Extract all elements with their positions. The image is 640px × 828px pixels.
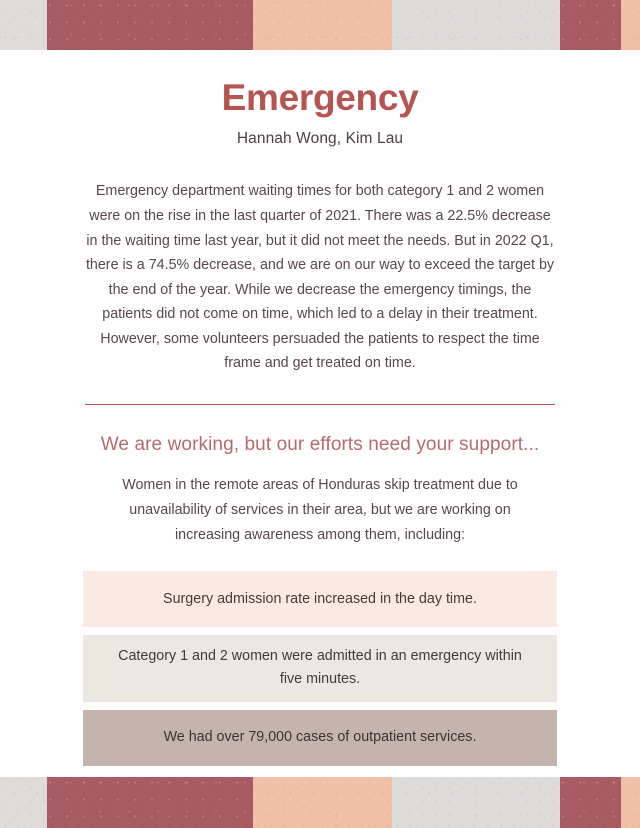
callout-item: Surgery admission rate increased in the day time.: [83, 571, 557, 627]
band-peach: [253, 0, 392, 50]
band-light-gray-left: [0, 0, 47, 50]
band-rose-wide: [47, 0, 253, 50]
author-byline: Hannah Wong, Kim Lau: [236, 130, 404, 148]
callout-item: Category 1 and 2 women were admitted in an emergency within five minutes.: [83, 635, 557, 701]
band-light-gray-left: [0, 777, 47, 828]
section-heading: We are working, but our efforts need your support...: [100, 434, 540, 456]
bottom-decorative-banner: [0, 777, 640, 828]
top-decorative-banner: [0, 0, 640, 50]
band-peach: [253, 777, 392, 828]
band-rose-wide: [47, 777, 253, 828]
report-page: [0, 50, 640, 777]
band-rose-small: [560, 777, 621, 828]
intro-paragraph: Emergency department waiting times for both category 1 and 2 women were on the rise in the last quarter of 2021. There was a 22.5% decrease in the waiting time last year, but it did not meet the needs. But in 2022 Q1, there is a 74.5% decrease, and we are on our way to exceed the target by the end of the year. While we decrease the emergency timings, the patients did not come on time, which led to a delay in their treatment. However, some volunteers persuaded the patients to respect the time frame and get treated on time.: [85, 183, 555, 372]
callout-item: We had over 79,000 cases of outpatient services.: [83, 710, 557, 766]
band-light-gray-right: [392, 0, 560, 50]
callout-list: [83, 571, 557, 765]
band-peach-edge: [621, 777, 640, 828]
band-peach-edge: [621, 0, 640, 50]
band-light-gray-right: [392, 777, 560, 828]
band-rose-small: [560, 0, 621, 50]
section-subtext: Women in the remote areas of Honduras skip treatment due to unavailability of services in their area, but we are working on increasing awareness among them, including:: [122, 477, 518, 543]
page-title: Emergency: [221, 77, 419, 118]
